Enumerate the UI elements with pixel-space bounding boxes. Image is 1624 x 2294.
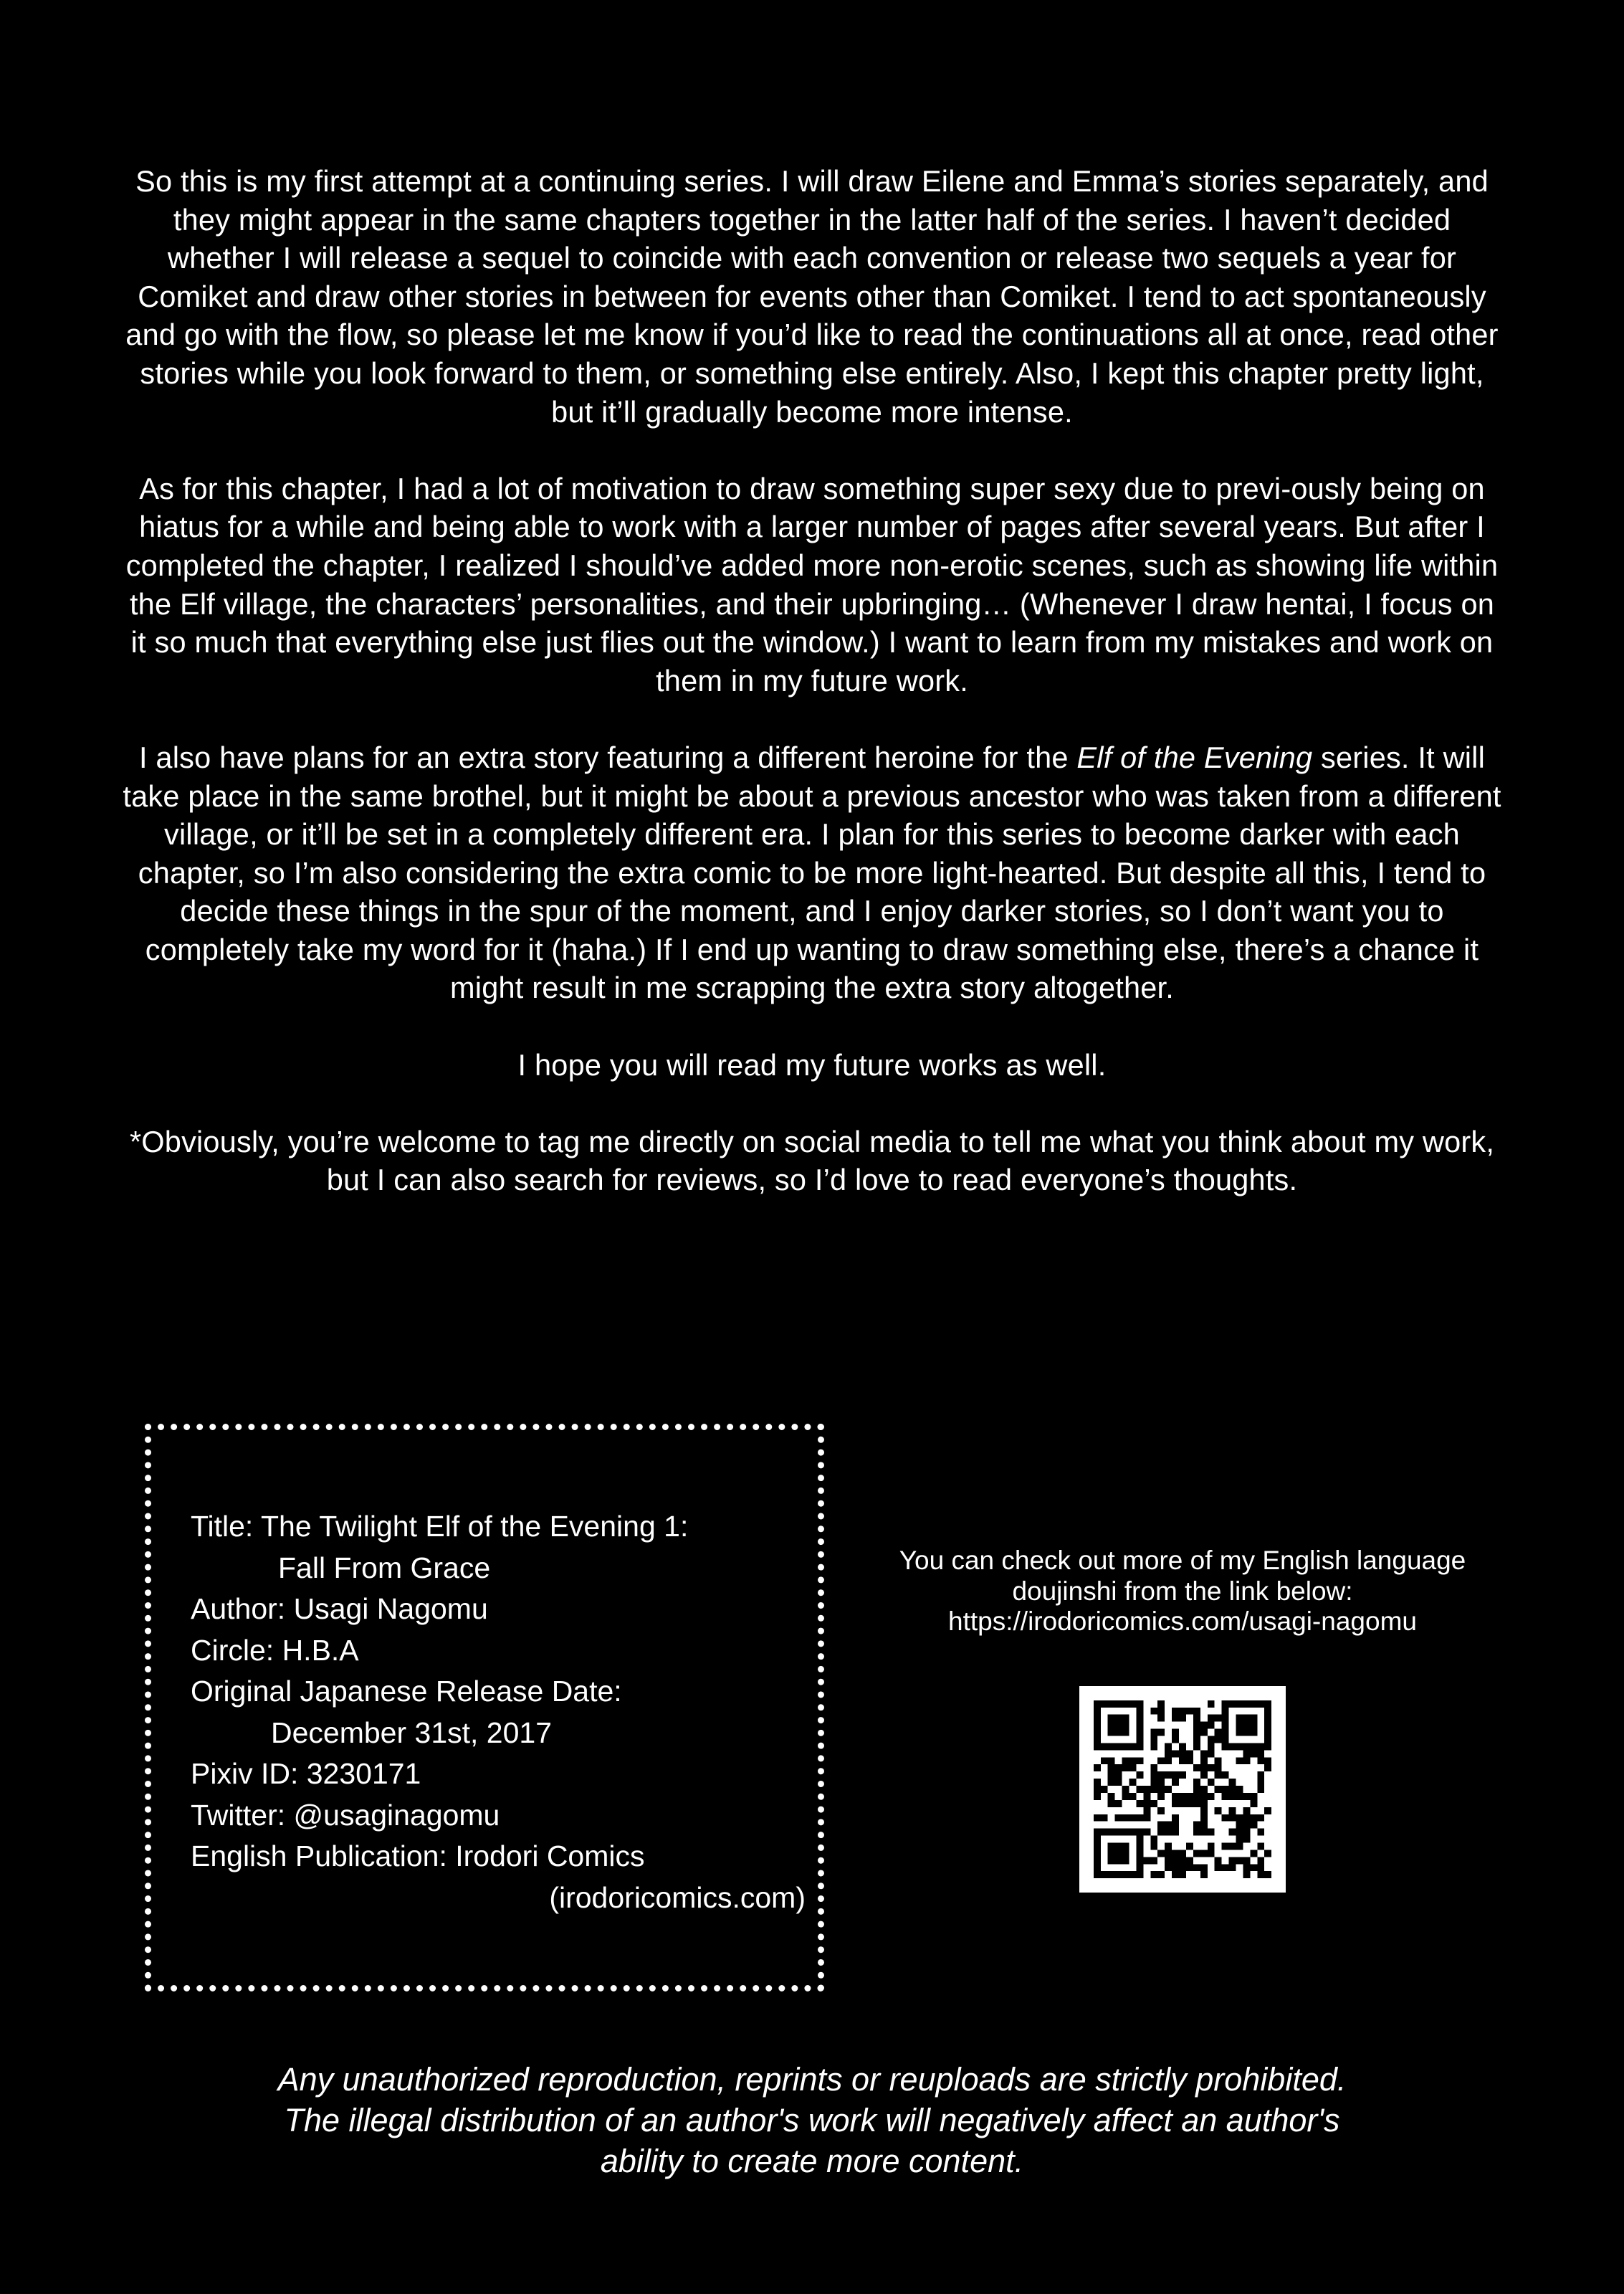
series-title: Elf of the Evening <box>1076 740 1313 774</box>
credit-publication-url: (irodoricomics.com) <box>549 1880 806 1914</box>
afterword-text <box>122 162 1502 1199</box>
credit-circle: Circle: H.B.A <box>191 1633 359 1667</box>
credit-title: Title: The Twilight Elf of the Evening 1: <box>191 1510 689 1543</box>
paragraph-3-start: I also have plans for an extra story featuring a different heroine for the <box>138 740 1077 774</box>
credit-release-date: December 31st, 2017 <box>271 1715 553 1749</box>
afterword-paragraph-3 <box>122 738 1502 1007</box>
more-works-note <box>839 1546 1527 1637</box>
credit-pixiv: Pixiv ID: 3230171 <box>191 1757 421 1790</box>
credit-twitter: Twitter: @usaginagomu <box>191 1798 500 1832</box>
credit-release-label: Original Japanese Release Date: <box>191 1675 622 1708</box>
copyright-notice <box>115 2059 1509 2181</box>
more-works-line-2: doujinshi from the link below: <box>1012 1576 1353 1606</box>
afterword-paragraph-2: As for this chapter, I had a lot of motivation to draw something super sexy due to previ-ously being on hiatus for a while and being able to work with a larger number of pages after several years. But after I completed the chapter, I realized I should’ve added more non-erotic scenes, such as showing life within the Elf village, the characters’ personalities, and their upbringing… (Whenever I draw hentai, I focus on it so much that everything else just flies out the window.) I want to learn from my mistakes and work on them in my future work. <box>125 471 1499 698</box>
afterword-footnote: *Obviously, you’re welcome to tag me directly on social media to tell me what you think about my work, but I can also search for reviews, so I’d love to read everyone’s thoughts. <box>129 1124 1495 1197</box>
qr-code-icon[interactable] <box>1079 1686 1286 1893</box>
credits-list <box>191 1506 807 1918</box>
credit-publication: English Publication: Irodori Comics <box>191 1840 645 1872</box>
credits-box <box>145 1424 824 1991</box>
notice-line-2: The illegal distribution of an author's work will negatively affect an author's <box>284 2102 1340 2138</box>
afterword-paragraph-4: I hope you will read my future works as well. <box>517 1047 1107 1082</box>
more-works-line-1: You can check out more of my English language <box>899 1546 1466 1575</box>
credit-title-continued: Fall From Grace <box>278 1551 491 1584</box>
credit-author: Author: Usagi Nagomu <box>191 1592 488 1625</box>
afterword-paragraph-1: So this is my first attempt at a continuing series. I will draw Eilene and Emma’s stories separately, and they might appear in the same chapters together in the latter half of the series. I haven’t decided whether I will release a sequel to coincide with each convention or release two sequels a year for Comiket and draw other stories in between for events other than Comiket. I tend to act spontaneously and go with the flow, so please let me know if you’d like to read the continuations all at once, read other stories while you look forward to them, or something else entirely. Also, I kept this chapter pretty light, but it’ll gradually become more intense. <box>125 164 1499 429</box>
notice-line-1: Any unauthorized reproduction, reprints or reuploads are strictly prohibited. <box>277 2061 1347 2098</box>
notice-line-3: ability to create more content. <box>600 2143 1024 2179</box>
paragraph-3-end: series. It will take place in the same brothel, but it might be about a previous ancestor who was taken from a different village, or it’ll be set in a completely different era. I plan for this series to become darker with each chapter, so I’m also considering the extra comic to be more light-hearted. But despite all this, I tend to decide these things in the spur of the moment, and I enjoy darker stories, so I don’t want you to completely take my word for it (haha.) If I end up wanting to draw something else, there’s a chance it might result in me scrapping the extra story altogether. <box>123 740 1501 1005</box>
more-works-link[interactable]: https://irodoricomics.com/usagi-nagomu <box>948 1607 1417 1636</box>
